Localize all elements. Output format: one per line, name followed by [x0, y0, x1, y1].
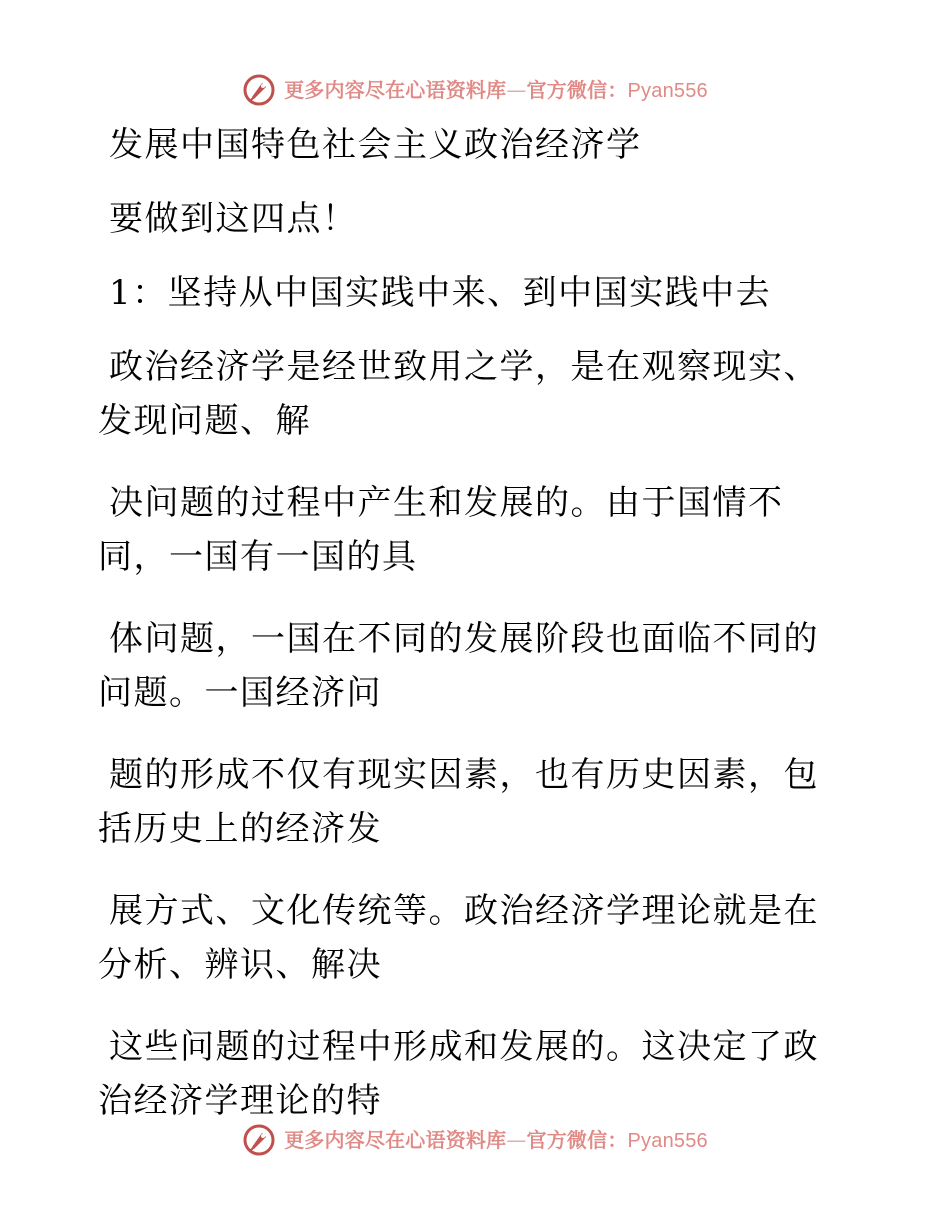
body-paragraph: 政治经济学是经世致用之学，是在观察现实、发现问题、解: [98, 347, 819, 441]
body-paragraph: 展方式、文化传统等。政治经济学理论就是在分析、辨识、解决: [98, 891, 819, 985]
document-subtitle: 要做到这四点！: [109, 199, 358, 239]
watermark-label: 官方微信：: [526, 1127, 628, 1152]
watermark-brand: 更多内容尽在心语资料库: [284, 1127, 507, 1152]
watermark-wechat-id: Pyan556: [627, 1129, 708, 1152]
watermark-brand: 更多内容尽在心语资料库: [284, 77, 507, 102]
footer-watermark: [0, 1122, 950, 1158]
section-heading: 1：坚持从中国实践中来、到中国实践中去: [109, 273, 772, 313]
watermark-wechat-id: Pyan556: [627, 79, 708, 102]
body-paragraph: 体问题，一国在不同的发展阶段也面临不同的问题。一国经济问: [98, 619, 819, 713]
watermark-text: [284, 1128, 708, 1153]
watermark-dash: —: [506, 1127, 527, 1152]
document-title: 发展中国特色社会主义政治经济学: [109, 125, 642, 165]
body-paragraph: 决问题的过程中产生和发展的。由于国情不同，一国有一国的具: [98, 483, 784, 577]
body-paragraph: 这些问题的过程中形成和发展的。这决定了政治经济学理论的特: [98, 1027, 819, 1121]
watermark-text: [284, 78, 708, 103]
pen-nib-logo-icon: [242, 1123, 276, 1157]
watermark-label: 官方微信：: [526, 77, 628, 102]
document-body: [98, 118, 838, 1156]
header-watermark: [0, 72, 950, 108]
body-paragraph: 题的形成不仅有现实因素，也有历史因素，包括历史上的经济发: [98, 755, 819, 849]
watermark-dash: —: [506, 77, 527, 102]
pen-nib-logo-icon: [242, 73, 276, 107]
